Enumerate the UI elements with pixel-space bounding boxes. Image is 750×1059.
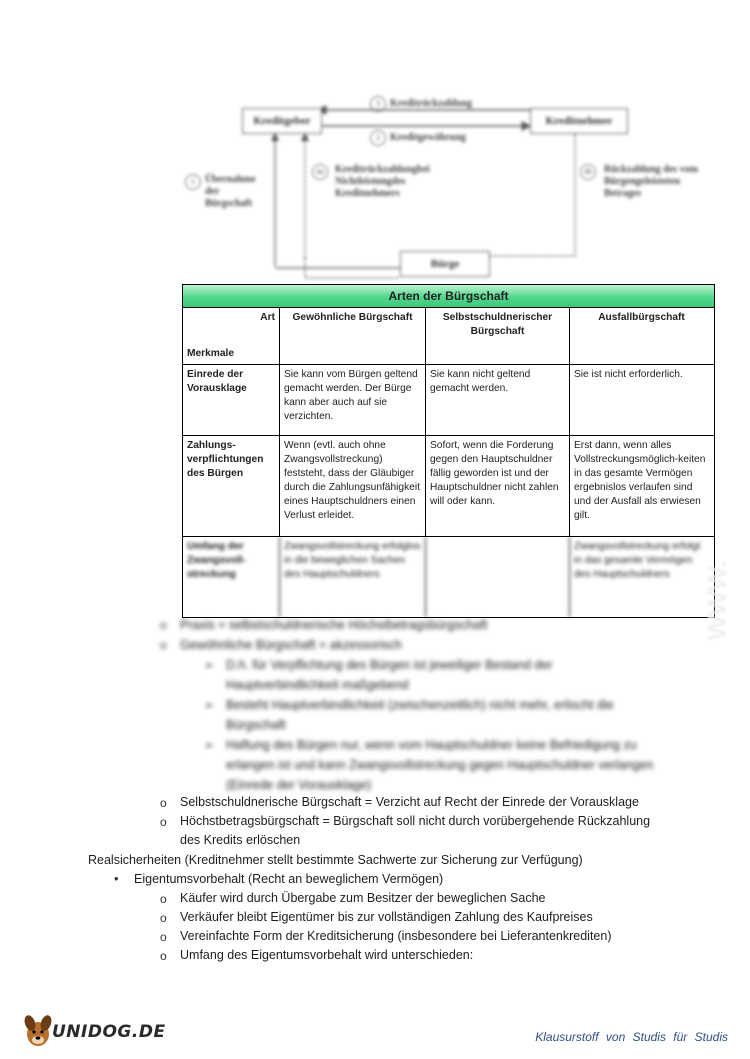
kreditnehmer-box: Kreditnehmer (530, 108, 628, 134)
logo-text: UNIDOG.DE (52, 1022, 166, 1042)
label-uebernahme: Übernahme der Bürgschaft (205, 174, 256, 209)
table-row (183, 365, 714, 436)
table-cell: Sie kann vom Bürgen geltend gemacht werden. Der Bürge kann aber auch auf sie verzichten. (280, 365, 426, 435)
header-merkmale: Merkmale (187, 348, 235, 359)
circle-bullet: o (160, 911, 167, 925)
list-item: Vereinfachte Form der Kreditsicherung (insbesondere bei Lieferantenkrediten) (180, 929, 612, 943)
list-item-eigentumsvorbehalt: Eigentumsvorbehalt (Recht an beweglichem Vermögen) (134, 872, 444, 886)
row-label: Zahlungs-verpflichtungen des Bürgen (183, 436, 280, 536)
table-cell: Erst dann, wenn alles Vollstreckungsmöglich-keiten in das gesamte Vermögen ergebnislos verlaufen sind und der Ausfall als erwiesen gilt. (574, 440, 706, 521)
arrow-bullet: ➢ (204, 738, 215, 752)
arrow-label-kreditrueckzahlung: Kreditrückzahlung (390, 98, 473, 109)
table-row (183, 436, 714, 537)
step-4a-marker: 4a (312, 164, 328, 180)
label-rueckzahlung-betrag: Rückzahlung des vom Bürgengeleisteten Betrages (604, 164, 698, 199)
disc-bullet: • (114, 871, 119, 886)
header-ausfall: Ausfallbürgschaft (598, 312, 685, 323)
arrow-bullet: ➢ (204, 698, 215, 712)
table-cell: Sie kann nicht geltend gemacht werden. (426, 365, 570, 435)
label-kreditrueckzahlung-buerge: Kreditrückzahlungbei Nichtleistungdes Kreditnehmers (335, 164, 430, 199)
list-item-hoechstbetrag-cont: des Kredits erlöschen (180, 833, 301, 847)
table-cell: Sofort, wenn die Forderung gegen den Hauptschuldner fällig geworden ist und der Hauptschuldner nicht zahlen will oder kann. (426, 436, 570, 536)
list-item: D.h. für Verpflichtung des Bürgen ist jeweiliger Bestand der (226, 658, 553, 672)
watermark-text: www. (696, 558, 734, 640)
arrow-bullet: ➢ (204, 658, 215, 672)
header-gewoehnliche: Gewöhnliche Bürgschaft (280, 308, 426, 364)
table-header-row (183, 308, 714, 365)
list-item: Besteht Hauptverbindlichkeit (zwischenzeitlich) nicht mehr, erlischt die (226, 698, 614, 712)
heading-realsicherheiten: Realsicherheiten (Kreditnehmer stellt bestimmte Sachwerte zur Sicherung zur Verfügung) (88, 853, 583, 867)
table-title: Arten der Bürgschaft (183, 285, 714, 308)
circle-bullet: o (160, 949, 167, 963)
list-item-selbstschuldnerisch: Selbstschuldnerische Bürgschaft = Verzicht auf Recht der Einrede der Vorausklage (180, 795, 639, 809)
step-1-marker: 1 (185, 174, 201, 190)
table-cell (426, 537, 570, 617)
buergschaft-diagram (180, 88, 725, 280)
table-cell: Zwangsvollstreckung erfolglos in die beweglichen Sachen des Hauptschuldners (280, 537, 426, 617)
list-item: Haftung des Bürgen nur, wenn vom Hauptschuldner keine Befriedigung zu (226, 738, 637, 752)
footer-tagline: Klausurstoff von Studis für Studis (535, 1030, 728, 1044)
step-3-marker: 3 (370, 96, 386, 112)
table-cell: Wenn (evtl. auch ohne Zwangsvollstreckung) feststeht, dass der Gläubiger durch die Zahlungsunfähigkeit eines Hauptschuldners einen Verlust erleidet. (280, 436, 426, 536)
table-row (183, 537, 714, 617)
circle-bullet: o (160, 638, 167, 652)
step-2-marker: 2 (370, 130, 386, 146)
circle-bullet: o (160, 618, 167, 632)
kreditgeber-box: Kreditgeber (242, 108, 322, 134)
list-item: erlangen ist und kann Zwangsvollstreckung gegen Hauptschuldner verlangen (226, 758, 654, 772)
step-4b-marker: 4b (580, 164, 596, 180)
list-item: Bürgschaft (226, 718, 286, 732)
list-item: Verkäufer bleibt Eigentümer bis zur vollständigen Zahlung des Kaufpreises (180, 910, 593, 924)
list-item: (Einrede der Vorausklage) (226, 778, 372, 792)
row-label: Einrede der Vorausklage (183, 365, 280, 435)
arten-der-buergschaft-table (182, 284, 715, 618)
row-label: Umfang der Zwangsvoll-streckung (183, 537, 280, 617)
list-item: Praxis = selbstschuldnerische Höchstbetragsbürgschaft (180, 618, 488, 632)
circle-bullet: o (160, 930, 167, 944)
table-cell: Sie ist nicht erforderlich. (574, 369, 683, 380)
list-item: Umfang des Eigentumsvorbehalt wird unterschieden: (180, 948, 474, 962)
circle-bullet: o (160, 892, 167, 906)
list-item: Käufer wird durch Übergabe zum Besitzer der beweglichen Sache (180, 891, 546, 905)
unidog-logo (22, 1010, 166, 1050)
buerge-box: Bürge (400, 251, 490, 277)
list-item-hoechstbetrag: Höchstbetragsbürgschaft = Bürgschaft soll nicht durch vorübergehende Rückzahlung (180, 814, 651, 828)
list-item: Gewöhnliche Bürgschaft = akzessorisch (180, 638, 402, 652)
list-item: Hauptverbindlichkeit maßgebend (226, 678, 409, 692)
header-selbstschuldnerisch: Selbstschuldnerischer Bürgschaft (426, 308, 570, 364)
arrow-label-kreditgewaehrung: Kreditgewährung (390, 132, 466, 143)
circle-bullet: o (160, 796, 167, 810)
circle-bullet: o (160, 815, 167, 829)
header-art-merkmale (183, 308, 280, 364)
header-art: Art (260, 312, 275, 323)
table-cell: Zwangsvollstreckung erfolgt in das gesamte Vermögen des Hauptschuldners (574, 541, 701, 580)
